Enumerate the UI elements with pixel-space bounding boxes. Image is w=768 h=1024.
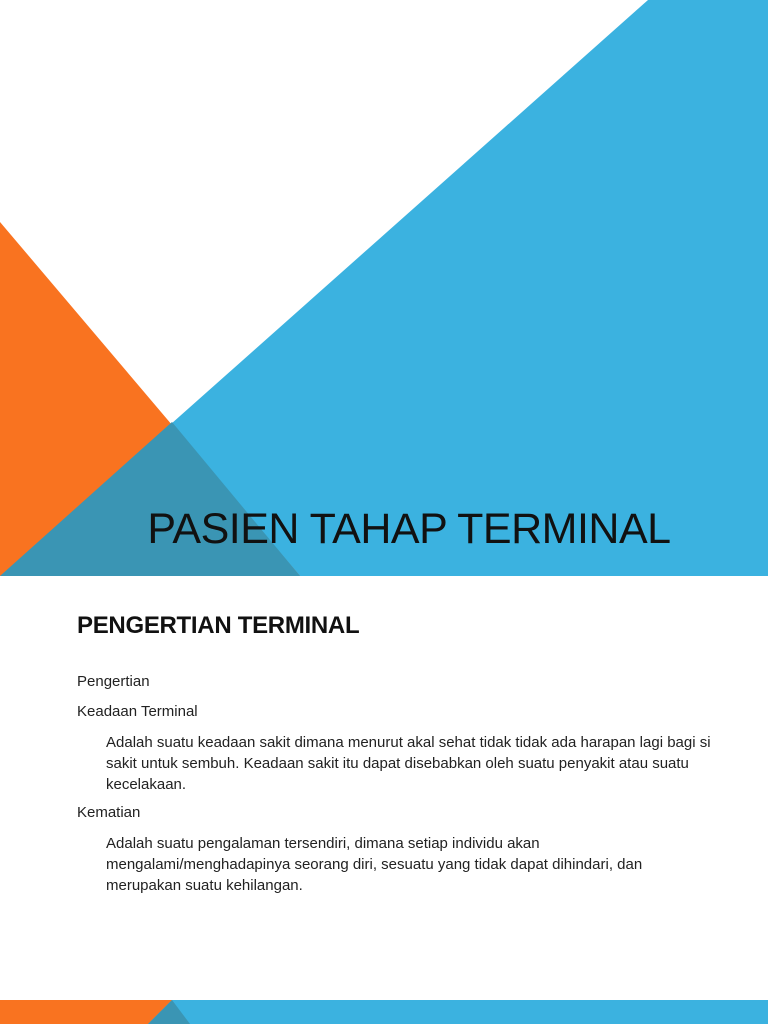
sub-bullet-kematian-definition: Adalah suatu pengalaman tersendiri, dimana setiap individu akan mengalami/menghadapinya seorang diri, sesuatu yang tidak dapat dihindari, dan merupakan suatu kehilangan. [106, 835, 643, 894]
slide-title: PASIEN TAHAP TERMINAL [147, 505, 671, 553]
bullet-item-pengertian: Pengertian [77, 673, 150, 690]
sub-bullet-keadaan-terminal-definition: Adalah suatu keadaan sakit dimana menurut akal sehat tidak tidak ada harapan lagi bagi si sakit untuk sembuh. Keadaan sakit itu dapat disebabkan oleh suatu penyakit atau suatu kecelakaan. [106, 734, 711, 793]
slide-heading: PENGERTIAN TERMINAL [77, 612, 360, 639]
bullet-item-keadaan-terminal: Keadaan Terminal [77, 703, 198, 720]
bottom-orange-strip [0, 1000, 172, 1024]
bottom-accent-bar [0, 1000, 768, 1024]
content-slide [0, 576, 768, 1024]
bullet-list [77, 672, 717, 904]
bullet-item-kematian: Kematian [77, 804, 141, 821]
